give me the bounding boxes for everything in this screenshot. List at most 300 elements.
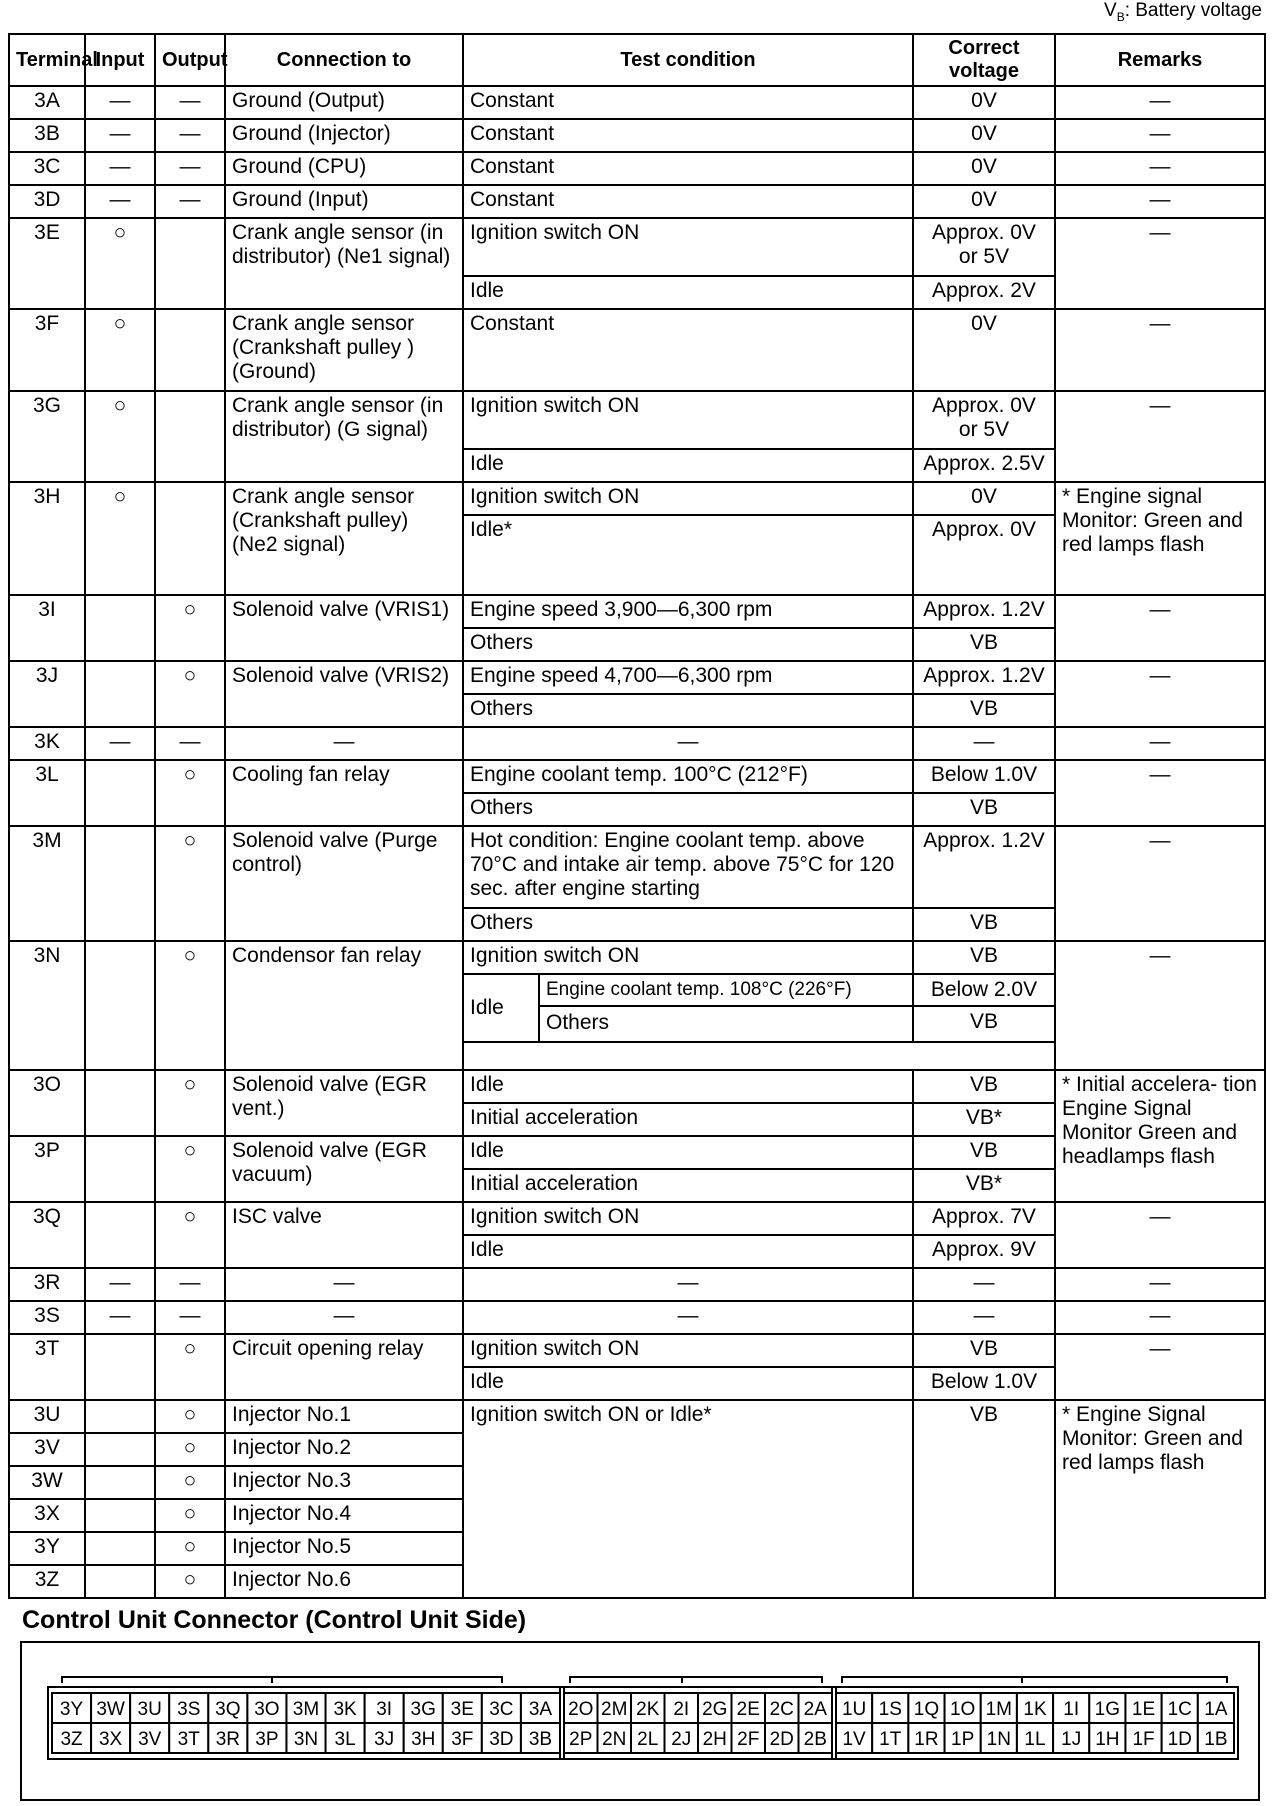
voltage-cell: Approx. 2V bbox=[913, 276, 1055, 309]
voltage-cell: 0V bbox=[913, 309, 1055, 391]
terminal-cell: 3T bbox=[9, 1334, 85, 1400]
connector-key-notch bbox=[272, 1677, 502, 1683]
connector-pin-label: 1G bbox=[1094, 1699, 1121, 1720]
table-row bbox=[9, 185, 1265, 218]
connection-cell: Ground (Injector) bbox=[225, 119, 463, 152]
voltage-cell: 0V bbox=[913, 119, 1055, 152]
connector-pin-label: 3N bbox=[293, 1729, 319, 1750]
input-cell: — bbox=[85, 86, 155, 119]
terminal-table bbox=[8, 33, 1266, 1599]
test-cell: Engine coolant temp. 100°C (212°F) bbox=[463, 760, 913, 793]
input-cell: — bbox=[85, 119, 155, 152]
terminal-cell: 3Q bbox=[9, 1202, 85, 1268]
voltage-cell: Approx. 9V bbox=[913, 1235, 1055, 1268]
terminal-cell: 3Y bbox=[9, 1532, 85, 1565]
table-row bbox=[9, 826, 1265, 908]
output-cell: ○ bbox=[155, 1565, 225, 1598]
table-row bbox=[9, 1400, 1265, 1433]
remarks-cell: — bbox=[1055, 826, 1265, 941]
connector-pin-label: 1K bbox=[1023, 1699, 1047, 1720]
test-cell: Idle bbox=[463, 1070, 913, 1103]
test-cell: Engine speed 4,700—6,300 rpm bbox=[463, 661, 913, 694]
idle-sub1: Engine coolant temp. 108°C (226°F) bbox=[540, 975, 912, 1007]
connector-pin-label: 3B bbox=[528, 1729, 553, 1750]
connection-cell: Solenoid valve (EGR vacuum) bbox=[225, 1136, 463, 1202]
connection-cell: Injector No.6 bbox=[225, 1565, 463, 1598]
connector-pin-label: 1U bbox=[841, 1699, 867, 1720]
connector-pin-label: 3J bbox=[374, 1729, 395, 1750]
output-cell: ○ bbox=[155, 760, 225, 826]
input-cell bbox=[85, 1532, 155, 1565]
test-cell: Idle bbox=[463, 1136, 913, 1169]
connection-cell: Ground (CPU) bbox=[225, 152, 463, 185]
output-cell: ○ bbox=[155, 1400, 225, 1433]
remarks-cell: — bbox=[1055, 1334, 1265, 1400]
terminal-cell: 3S bbox=[9, 1301, 85, 1334]
table-row bbox=[9, 86, 1265, 119]
connector-key-notch bbox=[570, 1677, 682, 1683]
remarks-cell: * Engine Signal Monitor: Green and red lamps flash bbox=[1055, 1400, 1265, 1598]
connector-pin-label: 1O bbox=[949, 1699, 976, 1720]
connection-cell: Injector No.5 bbox=[225, 1532, 463, 1565]
output-cell: — bbox=[155, 185, 225, 218]
connection-cell: Injector No.4 bbox=[225, 1499, 463, 1532]
test-cell: Idle* bbox=[463, 515, 913, 595]
connector-pin-label: 3X bbox=[98, 1729, 123, 1750]
input-cell: ○ bbox=[85, 218, 155, 309]
connector-pin-label: 1T bbox=[879, 1729, 902, 1750]
connection-cell: Solenoid valve (EGR vent.) bbox=[225, 1070, 463, 1136]
connector-pin-label: 3W bbox=[96, 1699, 125, 1720]
header-terminal: Terminal bbox=[9, 34, 85, 86]
test-cell: Others bbox=[463, 908, 913, 941]
connection-cell: — bbox=[225, 1268, 463, 1301]
table-row bbox=[9, 391, 1265, 449]
voltage-cell: Approx. 1.2V bbox=[913, 826, 1055, 908]
input-cell bbox=[85, 1136, 155, 1202]
test-cell: Ignition switch ON bbox=[463, 218, 913, 276]
test-cell: Ignition switch ON bbox=[463, 391, 913, 449]
connector-pin-label: 3D bbox=[489, 1729, 514, 1750]
remarks-cell: — bbox=[1055, 727, 1265, 760]
connector-pin-label: 1M bbox=[985, 1699, 1013, 1720]
voltage-cell: VB* bbox=[913, 1103, 1055, 1136]
connection-cell: Crank angle sensor (in distributor) (G signal) bbox=[225, 391, 463, 482]
remarks-cell: — bbox=[1055, 218, 1265, 309]
table-row bbox=[9, 1070, 1265, 1103]
terminal-cell: 3P bbox=[9, 1136, 85, 1202]
connection-cell: Crank angle sensor (Crankshaft pulley ) (Ground) bbox=[225, 309, 463, 391]
terminal-cell: 3I bbox=[9, 595, 85, 661]
connector-pin-label: 1V bbox=[842, 1729, 866, 1750]
remarks-cell: — bbox=[1055, 309, 1265, 391]
voltage-cell: Approx. 7V bbox=[913, 1202, 1055, 1235]
remarks-cell: — bbox=[1055, 185, 1265, 218]
output-cell bbox=[155, 218, 225, 309]
voltage-cell: Approx. 1.2V bbox=[913, 595, 1055, 628]
test-cell: Idle bbox=[463, 1367, 913, 1400]
remarks-cell: — bbox=[1055, 941, 1265, 1070]
voltage-cell: VB bbox=[969, 1010, 998, 1033]
header-connection: Connection to bbox=[225, 34, 463, 86]
connector-pin-label: 3Q bbox=[215, 1699, 241, 1720]
terminal-cell: 3C bbox=[9, 152, 85, 185]
test-cell: Constant bbox=[463, 119, 913, 152]
voltage-cell: — bbox=[913, 1301, 1055, 1334]
voltage-cell: Approx. 0V or 5V bbox=[913, 391, 1055, 449]
connector-key-notch bbox=[62, 1677, 272, 1683]
connection-cell: Solenoid valve (Purge control) bbox=[225, 826, 463, 941]
input-cell: — bbox=[85, 1301, 155, 1334]
connection-cell: ISC valve bbox=[225, 1202, 463, 1268]
connection-cell: Condensor fan relay bbox=[225, 941, 463, 1070]
table-row bbox=[9, 482, 1265, 515]
voltage-cell: 0V bbox=[913, 185, 1055, 218]
input-cell: — bbox=[85, 185, 155, 218]
voltage-cell: Approx. 0V or 5V bbox=[913, 218, 1055, 276]
connector-pin-label: 2J bbox=[671, 1729, 692, 1750]
table-row bbox=[9, 218, 1265, 276]
connector-pin-label: 3P bbox=[255, 1729, 279, 1750]
output-cell: ○ bbox=[155, 1466, 225, 1499]
connector-pin-label: 2I bbox=[673, 1699, 690, 1720]
connector-pin-label: 1Q bbox=[913, 1699, 940, 1720]
connector-pin-label: 3S bbox=[177, 1699, 201, 1720]
voltage-cell: VB bbox=[913, 1400, 1055, 1598]
connector-pin-label: 1R bbox=[914, 1729, 939, 1750]
input-cell bbox=[85, 826, 155, 941]
terminal-cell: 3L bbox=[9, 760, 85, 826]
input-cell bbox=[85, 1202, 155, 1268]
test-cell: Hot condition: Engine coolant temp. above 70°C and intake air temp. above 75°C for 120 sec. after engine starting bbox=[463, 826, 913, 908]
connector-pin-label: 1J bbox=[1061, 1729, 1082, 1750]
output-cell: ○ bbox=[155, 661, 225, 727]
test-cell: Initial acceleration bbox=[463, 1103, 913, 1136]
terminal-cell: 3U bbox=[9, 1400, 85, 1433]
table-row bbox=[9, 1268, 1265, 1301]
voltage-cell: 0V bbox=[913, 482, 1055, 515]
table-row bbox=[9, 309, 1265, 391]
test-cell: Constant bbox=[463, 185, 913, 218]
connector-svg bbox=[22, 1643, 1258, 1799]
terminal-cell: 3X bbox=[9, 1499, 85, 1532]
connection-cell: — bbox=[225, 727, 463, 760]
connector-pin-label: 3E bbox=[450, 1699, 474, 1720]
terminal-cell: 3K bbox=[9, 727, 85, 760]
test-cell: Constant bbox=[463, 152, 913, 185]
connector-pin-label: 2N bbox=[602, 1729, 627, 1750]
voltage-cell: VB bbox=[913, 941, 1055, 974]
output-cell: ○ bbox=[155, 1136, 225, 1202]
table-row bbox=[9, 119, 1265, 152]
connector-pin-label: 3A bbox=[528, 1699, 553, 1720]
voltage-cell: Approx. 1.2V bbox=[913, 661, 1055, 694]
header-output: Output bbox=[155, 34, 225, 86]
output-cell: — bbox=[155, 1301, 225, 1334]
table-row bbox=[9, 661, 1265, 694]
connector-pin-label: 1F bbox=[1132, 1729, 1155, 1750]
connector-pin-label: 1A bbox=[1204, 1699, 1228, 1720]
test-cell: Idle bbox=[463, 449, 913, 482]
input-cell bbox=[85, 1400, 155, 1433]
voltage-cell: 0V bbox=[913, 152, 1055, 185]
test-cell: — bbox=[463, 727, 913, 760]
voltage-split bbox=[914, 975, 1054, 1041]
output-cell: ○ bbox=[155, 1532, 225, 1565]
connector-block2 bbox=[560, 1687, 836, 1759]
connector-pin-label: 2C bbox=[769, 1699, 794, 1720]
output-cell: ○ bbox=[155, 1499, 225, 1532]
test-cell: Engine speed 3,900—6,300 rpm bbox=[463, 595, 913, 628]
remarks-cell: * Initial accelera- tion Engine Signal Monitor Green and headlamps flash bbox=[1055, 1070, 1265, 1202]
test-cell: Others bbox=[463, 793, 913, 826]
voltage-cell: VB bbox=[913, 793, 1055, 826]
connector-pin-label: 1N bbox=[986, 1729, 1011, 1750]
input-cell bbox=[85, 661, 155, 727]
remarks-cell: — bbox=[1055, 595, 1265, 661]
connector-pin-label: 1S bbox=[878, 1699, 902, 1720]
connector-pin-label: 3O bbox=[254, 1699, 280, 1720]
remarks-cell: — bbox=[1055, 1202, 1265, 1268]
input-cell bbox=[85, 1433, 155, 1466]
output-cell: ○ bbox=[155, 1070, 225, 1136]
remarks-cell: — bbox=[1055, 1268, 1265, 1301]
connector-pin-label: 3Y bbox=[59, 1699, 84, 1720]
connector-block1 bbox=[832, 1687, 1238, 1759]
terminal-cell: 3N bbox=[9, 941, 85, 1070]
voltage-cell: Below 1.0V bbox=[913, 760, 1055, 793]
output-cell: — bbox=[155, 1268, 225, 1301]
test-cell: Initial acceleration bbox=[463, 1169, 913, 1202]
output-cell bbox=[155, 309, 225, 391]
terminal-cell: 3O bbox=[9, 1070, 85, 1136]
terminal-cell: 3W bbox=[9, 1466, 85, 1499]
remarks-cell: — bbox=[1055, 661, 1265, 727]
idle-split bbox=[464, 975, 912, 1041]
voltage-cell: VB bbox=[913, 1334, 1055, 1367]
voltage-cell: — bbox=[913, 727, 1055, 760]
remarks-cell: — bbox=[1055, 119, 1265, 152]
table-row bbox=[9, 941, 1265, 974]
terminal-cell: 3H bbox=[9, 482, 85, 595]
table-row bbox=[9, 152, 1265, 185]
input-cell: — bbox=[85, 152, 155, 185]
terminal-cell: 3F bbox=[9, 309, 85, 391]
connection-cell: Ground (Output) bbox=[225, 86, 463, 119]
connector-pin-label: 2O bbox=[568, 1699, 594, 1720]
connection-cell: Solenoid valve (VRIS1) bbox=[225, 595, 463, 661]
voltage-cell: VB bbox=[913, 1070, 1055, 1103]
header-remarks: Remarks bbox=[1055, 34, 1265, 86]
connector-pin-label: 3H bbox=[411, 1729, 436, 1750]
table-row bbox=[9, 760, 1265, 793]
test-cell: Constant bbox=[463, 309, 913, 391]
table-row bbox=[9, 1202, 1265, 1235]
test-cell: — bbox=[463, 1301, 913, 1334]
terminal-cell: 3V bbox=[9, 1433, 85, 1466]
connector-pin-label: 3R bbox=[215, 1729, 240, 1750]
voltage-cell: Below 1.0V bbox=[913, 1367, 1055, 1400]
table-row bbox=[9, 595, 1265, 628]
connector-pin-label: 2B bbox=[803, 1729, 827, 1750]
connector-pin-label: 2M bbox=[601, 1699, 628, 1720]
output-cell: ○ bbox=[155, 826, 225, 941]
test-cell: Constant bbox=[463, 86, 913, 119]
voltage-cell: — bbox=[913, 1268, 1055, 1301]
connector-block3 bbox=[48, 1687, 564, 1759]
terminal-cell: 3Z bbox=[9, 1565, 85, 1598]
test-cell: Ignition switch ON or Idle* bbox=[463, 1400, 913, 1598]
remarks-cell: — bbox=[1055, 1301, 1265, 1334]
output-cell: — bbox=[155, 152, 225, 185]
output-cell: — bbox=[155, 727, 225, 760]
output-cell: — bbox=[155, 119, 225, 152]
voltage-cell: Approx. 2.5V bbox=[913, 449, 1055, 482]
test-cell: Ignition switch ON bbox=[463, 482, 913, 515]
voltage-cell: VB bbox=[913, 908, 1055, 941]
connection-cell: Injector No.2 bbox=[225, 1433, 463, 1466]
voltage-cell: VB* bbox=[913, 1169, 1055, 1202]
output-cell bbox=[155, 482, 225, 595]
terminal-cell: 3J bbox=[9, 661, 85, 727]
connection-cell: Ground (Input) bbox=[225, 185, 463, 218]
voltage-cell: Approx. 0V bbox=[913, 515, 1055, 595]
connector-pin-label: 3K bbox=[333, 1699, 357, 1720]
remarks-cell: — bbox=[1055, 760, 1265, 826]
voltage-cell: Below 2.0V bbox=[914, 975, 1054, 1007]
input-cell: ○ bbox=[85, 391, 155, 482]
connector-pin-label: 2A bbox=[803, 1699, 827, 1720]
input-cell: ○ bbox=[85, 309, 155, 391]
header-test: Test condition bbox=[463, 34, 913, 86]
header-input: Input bbox=[85, 34, 155, 86]
idle-sub-conditions bbox=[540, 975, 912, 1041]
voltage-cell: VB bbox=[913, 628, 1055, 661]
terminal-cell: 3M bbox=[9, 826, 85, 941]
connector-pin-label: 3G bbox=[410, 1699, 436, 1720]
remarks-cell: — bbox=[1055, 391, 1265, 482]
connector-pin-label: 2G bbox=[702, 1699, 728, 1720]
idle-label: Idle bbox=[464, 975, 540, 1041]
connector-pin-label: 1C bbox=[1167, 1699, 1192, 1720]
connection-cell: Injector No.1 bbox=[225, 1400, 463, 1433]
connection-cell: Injector No.3 bbox=[225, 1466, 463, 1499]
connector-pin-label: 1H bbox=[1095, 1729, 1120, 1750]
connector-pin-label: 3I bbox=[376, 1699, 393, 1720]
terminal-cell: 3G bbox=[9, 391, 85, 482]
input-cell: — bbox=[85, 1268, 155, 1301]
input-cell bbox=[85, 1334, 155, 1400]
test-cell: — bbox=[463, 1268, 913, 1301]
battery-voltage-note: $V_B$: Battery voltage bbox=[1104, 0, 1262, 24]
connector-pin-label: 3V bbox=[138, 1729, 162, 1750]
output-cell: ○ bbox=[155, 1334, 225, 1400]
input-cell: — bbox=[85, 727, 155, 760]
connector-pin-label: 3L bbox=[334, 1729, 356, 1750]
connector-pin-label: 1L bbox=[1024, 1729, 1046, 1750]
voltage-cell: VB bbox=[913, 1136, 1055, 1169]
terminal-cell: 3B bbox=[9, 119, 85, 152]
connection-cell: Circuit opening relay bbox=[225, 1334, 463, 1400]
test-cell: Ignition switch ON bbox=[463, 941, 913, 974]
test-cell: Idle bbox=[463, 276, 913, 309]
connector-pin-label: 2L bbox=[637, 1729, 659, 1750]
input-cell bbox=[85, 1070, 155, 1136]
connection-cell: Solenoid valve (VRIS2) bbox=[225, 661, 463, 727]
connector-pin-label: 1E bbox=[1131, 1699, 1156, 1720]
connector-pin-label: 3T bbox=[177, 1729, 200, 1750]
connection-cell: Crank angle sensor (Crankshaft pulley) (Ne2 signal) bbox=[225, 482, 463, 595]
test-cell: Idle bbox=[463, 1235, 913, 1268]
connector-pin-label: 2P bbox=[569, 1729, 593, 1750]
header-voltage: Correct voltage bbox=[913, 34, 1055, 86]
output-cell: ○ bbox=[155, 595, 225, 661]
connector-pin-label: 1I bbox=[1063, 1699, 1080, 1720]
connection-cell: Crank angle sensor (in distributor) (Ne1 signal) bbox=[225, 218, 463, 309]
table-row bbox=[9, 1334, 1265, 1367]
table-row bbox=[9, 727, 1265, 760]
test-cell-nested bbox=[463, 974, 913, 1042]
connector-diagram bbox=[20, 1641, 1260, 1801]
input-cell bbox=[85, 760, 155, 826]
input-cell bbox=[85, 1565, 155, 1598]
voltage-cell-nested bbox=[913, 974, 1055, 1042]
terminal-cell: 3E bbox=[9, 218, 85, 309]
remarks-cell: * Engine signal Monitor: Green and red lamps flash bbox=[1055, 482, 1265, 595]
input-cell bbox=[85, 1499, 155, 1532]
connector-pin-label: 2D bbox=[769, 1729, 794, 1750]
table-row bbox=[9, 1301, 1265, 1334]
remarks-cell: — bbox=[1055, 152, 1265, 185]
terminal-cell: 3D bbox=[9, 185, 85, 218]
input-cell: ○ bbox=[85, 482, 155, 595]
connector-pin-label: 1B bbox=[1204, 1729, 1228, 1750]
connector-pin-label: 2K bbox=[636, 1699, 660, 1720]
connector-title: Control Unit Connector (Control Unit Side) bbox=[22, 1606, 527, 1634]
connector-key-notch bbox=[842, 1677, 1022, 1683]
connector-pin-label: 3C bbox=[489, 1699, 514, 1720]
voltage-cell: VB bbox=[913, 694, 1055, 727]
test-cell: Ignition switch ON bbox=[463, 1334, 913, 1367]
header-row bbox=[9, 34, 1265, 86]
connector-key-notch bbox=[1022, 1677, 1227, 1683]
connector-pin-label: 2H bbox=[702, 1729, 727, 1750]
connection-cell: — bbox=[225, 1301, 463, 1334]
connector-pin-label: 2F bbox=[737, 1729, 760, 1750]
idle-sub2: Others bbox=[546, 1011, 610, 1034]
voltage-cell: 0V bbox=[913, 86, 1055, 119]
connector-pin-label: 3M bbox=[292, 1699, 320, 1720]
connector-key-notch bbox=[682, 1677, 822, 1683]
test-cell: Others bbox=[463, 694, 913, 727]
output-cell: ○ bbox=[155, 1202, 225, 1268]
input-cell bbox=[85, 1466, 155, 1499]
input-cell bbox=[85, 941, 155, 1070]
connector-pin-label: 3F bbox=[451, 1729, 474, 1750]
terminal-cell: 3R bbox=[9, 1268, 85, 1301]
output-cell bbox=[155, 391, 225, 482]
input-cell bbox=[85, 595, 155, 661]
connection-cell: Cooling fan relay bbox=[225, 760, 463, 826]
output-cell: ○ bbox=[155, 1433, 225, 1466]
output-cell: — bbox=[155, 86, 225, 119]
terminal-cell: 3A bbox=[9, 86, 85, 119]
remarks-cell: — bbox=[1055, 86, 1265, 119]
connector-pin-label: 1D bbox=[1167, 1729, 1192, 1750]
output-cell: ○ bbox=[155, 941, 225, 1070]
connector-pin-label: 2E bbox=[736, 1699, 760, 1720]
connector-pin-label: 3Z bbox=[60, 1729, 83, 1750]
